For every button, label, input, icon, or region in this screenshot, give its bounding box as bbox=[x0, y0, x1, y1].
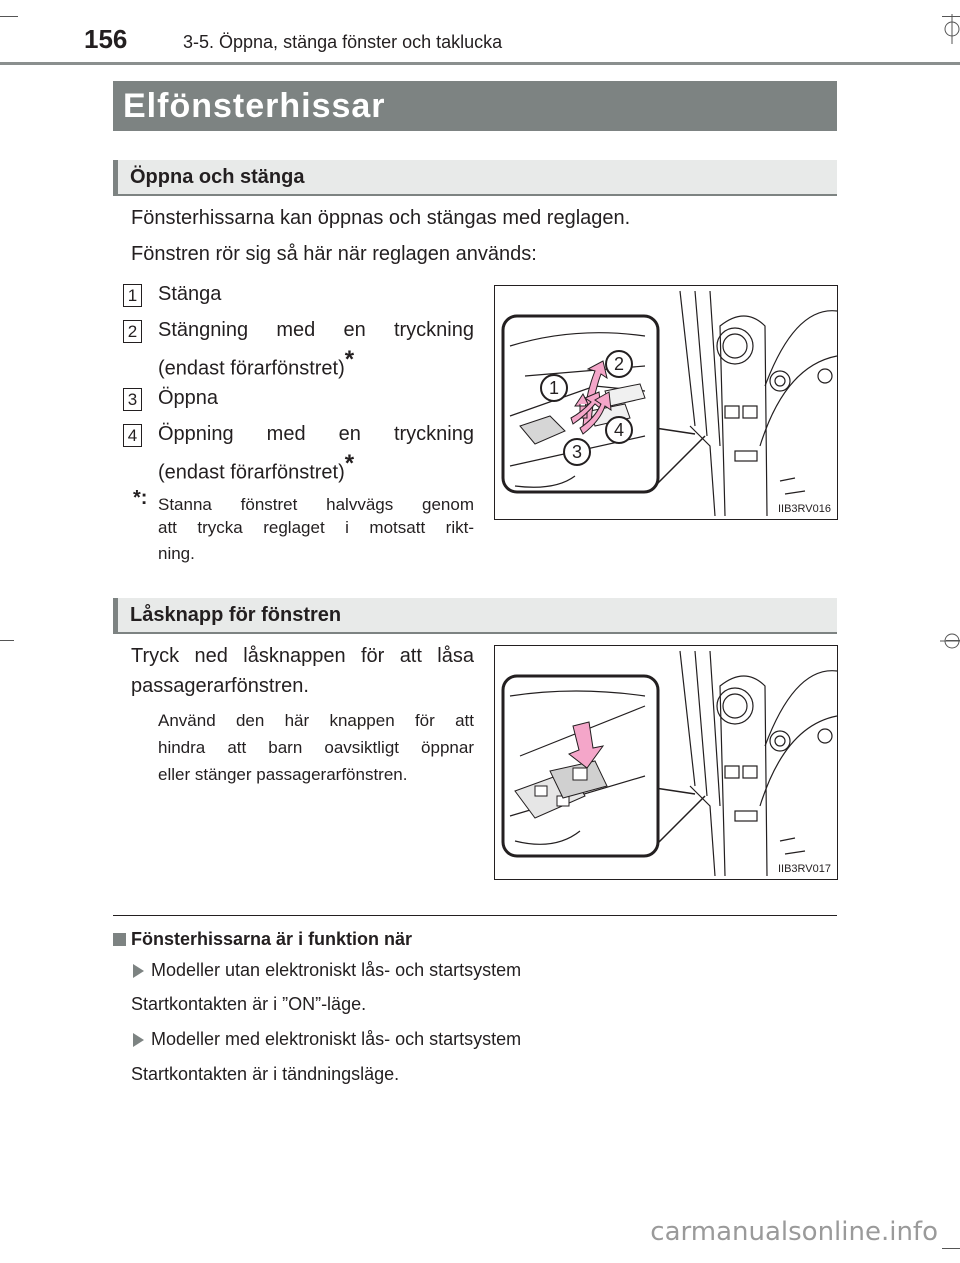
watermark-footer: carmanualsonline.info bbox=[650, 1217, 938, 1247]
triangle-bullet-icon bbox=[133, 964, 144, 978]
lock-note: hindra att barn oavsiktligt öppnar bbox=[158, 738, 474, 757]
page-number: 156 bbox=[84, 24, 128, 54]
registration-mark-icon bbox=[940, 14, 960, 44]
step-number: 2 bbox=[123, 320, 142, 343]
crop-mark bbox=[942, 1248, 960, 1249]
lock-note: eller stänger passagerarfönstren. bbox=[158, 765, 408, 784]
zoom-callout bbox=[503, 316, 705, 492]
intro-text: Fönstren rör sig så här när reglagen används: bbox=[131, 243, 537, 265]
step-text: Öppna bbox=[158, 387, 219, 409]
lock-note: Använd den här knappen för att bbox=[158, 711, 474, 730]
subsection-heading: Fönsterhissarna är i funktion när bbox=[131, 929, 413, 949]
crop-mark bbox=[0, 16, 18, 17]
lock-instruction: passagerarfönstren. bbox=[131, 675, 309, 697]
dashboard-drawing bbox=[495, 286, 837, 519]
callout-number: 1 bbox=[540, 374, 568, 402]
step-number: 1 bbox=[123, 284, 142, 307]
asterisk: * bbox=[344, 346, 355, 373]
section-divider bbox=[113, 915, 837, 916]
step-text-note: (endast förarfönstret)* bbox=[158, 346, 355, 380]
dashboard-drawing bbox=[495, 646, 837, 879]
figure-code: IIB3RV016 bbox=[777, 503, 831, 515]
section-heading: Öppna och stänga bbox=[130, 166, 305, 188]
step-text: Öppning med en tryckning bbox=[158, 423, 474, 445]
window-switch-illustration bbox=[494, 285, 838, 520]
triangle-bullet-icon bbox=[133, 1033, 144, 1047]
footnote-text: ning. bbox=[158, 544, 195, 563]
page-title-bar bbox=[113, 81, 837, 131]
square-bullet-icon bbox=[113, 933, 126, 946]
footnote-text: Stanna fönstret halvvägs genom bbox=[158, 495, 474, 514]
step-text: Stängning med en tryckning bbox=[158, 319, 474, 341]
asterisk: * bbox=[344, 450, 355, 477]
callout-number: 3 bbox=[563, 438, 591, 466]
page-title: Elfönsterhissar bbox=[123, 87, 386, 125]
footnote-text: att trycka reglaget i motsatt rikt- bbox=[158, 518, 474, 537]
crop-mark bbox=[0, 640, 14, 641]
step-number: 4 bbox=[123, 424, 142, 447]
lock-switch-illustration bbox=[494, 645, 838, 880]
callout-number: 4 bbox=[605, 416, 633, 444]
callout-number: 2 bbox=[605, 350, 633, 378]
step-text: Stänga bbox=[158, 283, 222, 305]
chapter-title: 3-5. Öppna, stänga fönster och taklucka bbox=[183, 32, 503, 52]
footnote-mark: *: bbox=[133, 487, 148, 509]
section-heading: Låsknapp för fönstren bbox=[130, 604, 342, 626]
condition-label: Modeller utan elektroniskt lås- och startsystem bbox=[151, 960, 522, 980]
condition-text: Startkontakten är i ”ON”-läge. bbox=[131, 994, 367, 1014]
section-heading-bar bbox=[113, 160, 837, 196]
figure-code: IIB3RV017 bbox=[777, 863, 831, 875]
header-rule bbox=[0, 62, 960, 65]
condition-label: Modeller med elektroniskt lås- och startsystem bbox=[151, 1029, 522, 1049]
registration-mark-icon bbox=[940, 628, 960, 654]
condition-text: Startkontakten är i tändningsläge. bbox=[131, 1064, 400, 1084]
section-heading-bar bbox=[113, 598, 837, 634]
lock-instruction: Tryck ned låsknappen för att låsa bbox=[131, 645, 474, 667]
intro-text: Fönsterhissarna kan öppnas och stängas med reglagen. bbox=[131, 207, 631, 229]
step-number: 3 bbox=[123, 388, 142, 411]
step-text-note: (endast förarfönstret)* bbox=[158, 450, 355, 484]
